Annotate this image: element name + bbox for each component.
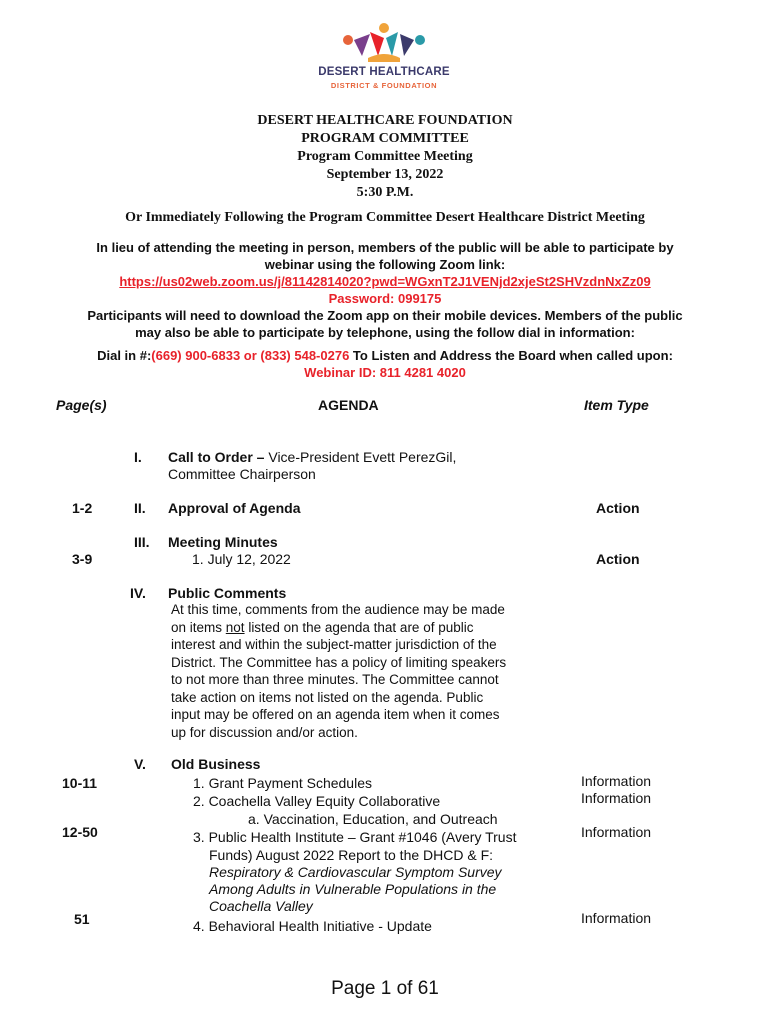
item-iv-title: Public Comments <box>168 585 287 601</box>
item-ii-title: Approval of Agenda <box>168 500 301 516</box>
webinar-id: Webinar ID: 811 4281 4020 <box>304 365 466 380</box>
item-v2-type: Information <box>581 790 652 806</box>
committee-name: PROGRAM COMMITTEE <box>301 131 469 146</box>
item-iv-description <box>171 601 541 741</box>
item-iv-text: listed on the agenda that are of public <box>244 619 474 635</box>
item-i-desc-2: Committee Chairperson <box>168 466 316 482</box>
item-v3-italic-1: Respiratory & Cardiovascular Symptom Survey <box>209 864 502 880</box>
item-v3-italic-3: Coachella Valley <box>209 898 313 914</box>
item-v3-pages: 12-50 <box>62 824 98 840</box>
meeting-time: 5:30 P.M. <box>356 185 414 200</box>
item-v3-italic-2: Among Adults in Vulnerable Populations in the <box>209 881 497 897</box>
item-iv-line: input may be offered on an agenda item when it comes <box>171 707 500 722</box>
item-v3-type: Information <box>581 824 652 840</box>
page-number: Page 1 of 61 <box>331 978 439 999</box>
item-i-row <box>168 449 456 465</box>
notice-line-1: In lieu of attending the meeting in person, members of the public will be able to participate by <box>96 240 674 255</box>
item-v1-type: Information <box>581 773 652 789</box>
logo-title: DESERT HEALTHCARE <box>318 66 450 78</box>
notice-line-3: Participants will need to download the Zoom app on their mobile devices. Members of the public <box>87 308 683 323</box>
dial-in-suffix: To Listen and Address the Board when called upon: <box>349 348 673 363</box>
item-i-title: Call to Order – <box>168 449 265 465</box>
dial-in-label: Dial in #: <box>97 348 152 363</box>
agenda-column-header: AGENDA <box>318 397 379 413</box>
item-v2a-text: a. Vaccination, Education, and Outreach <box>248 811 498 827</box>
logo-subtitle: DISTRICT & FOUNDATION <box>330 81 438 90</box>
item-i-desc: Vice-President Evett PerezGil, <box>264 449 457 465</box>
item-ii-number: II. <box>134 500 146 516</box>
item-iii-number: III. <box>134 534 150 550</box>
item-v1-text: 1. Grant Payment Schedules <box>193 775 372 791</box>
item-v1-pages: 10-11 <box>62 775 98 791</box>
item-iv-text: on items <box>171 619 226 635</box>
following-note: Or Immediately Following the Program Committee Desert Healthcare District Meeting <box>125 210 645 225</box>
notice-line-2: webinar using the following Zoom link: <box>264 257 506 272</box>
item-iv-line: At this time, comments from the audience may be made <box>171 602 505 617</box>
item-iv-line: to not more than three minutes. The Committee cannot <box>171 672 499 687</box>
item-v4-text: 4. Behavioral Health Initiative - Update <box>193 918 432 934</box>
item-ii-pages: 1-2 <box>72 500 93 516</box>
notice-line-4: may also be able to participate by telephone, using the follow dial in information: <box>135 325 635 340</box>
item-type-column-header: Item Type <box>584 397 649 413</box>
item-iii-sub: 1. July 12, 2022 <box>192 551 291 567</box>
item-ii-type: Action <box>596 500 640 516</box>
logo <box>318 20 450 92</box>
meeting-date: September 13, 2022 <box>326 167 444 182</box>
item-iv-line: take action on items not listed on the agenda. Public <box>171 689 484 705</box>
item-v-title: Old Business <box>171 756 261 772</box>
item-v-number: V. <box>134 756 146 772</box>
item-v4-type: Information <box>581 910 652 926</box>
item-v3-text-1: 3. Public Health Institute – Grant #1046 (Avery Trust <box>193 829 517 845</box>
pages-column-header: Page(s) <box>56 397 107 413</box>
item-iv-line: District. The Committee has a policy of limiting speakers <box>171 654 507 670</box>
item-v2-text: 2. Coachella Valley Equity Collaborative <box>193 793 441 809</box>
item-v4-pages: 51 <box>74 911 90 927</box>
item-iv-line <box>171 619 541 637</box>
logo-figures-icon <box>340 20 428 62</box>
zoom-link[interactable]: https://us02web.zoom.us/j/81142814020?pwd=WGxnT2J1VENjd2xjeSt2SHVzdnNxZz09 <box>119 274 651 289</box>
item-iv-underlined-not: not <box>225 619 245 635</box>
item-iii-title: Meeting Minutes <box>168 534 278 550</box>
item-iv-line: up for discussion and/or action. <box>171 724 358 740</box>
dial-in-line <box>0 347 770 365</box>
item-iii-pages: 3-9 <box>72 551 93 567</box>
org-name: DESERT HEALTHCARE FOUNDATION <box>257 113 513 128</box>
item-i-number: I. <box>134 449 142 465</box>
item-iv-number: IV. <box>130 585 146 601</box>
dial-in-numbers: (669) 900-6833 or (833) 548-0276 <box>151 348 350 363</box>
item-iv-line: interest and within the subject-matter jurisdiction of the <box>171 637 497 652</box>
zoom-password: Password: 099175 <box>328 291 442 306</box>
item-v3-text-2: Funds) August 2022 Report to the DHCD & F: <box>209 847 494 863</box>
item-iii-type: Action <box>596 551 640 567</box>
meeting-title: Program Committee Meeting <box>297 149 473 164</box>
